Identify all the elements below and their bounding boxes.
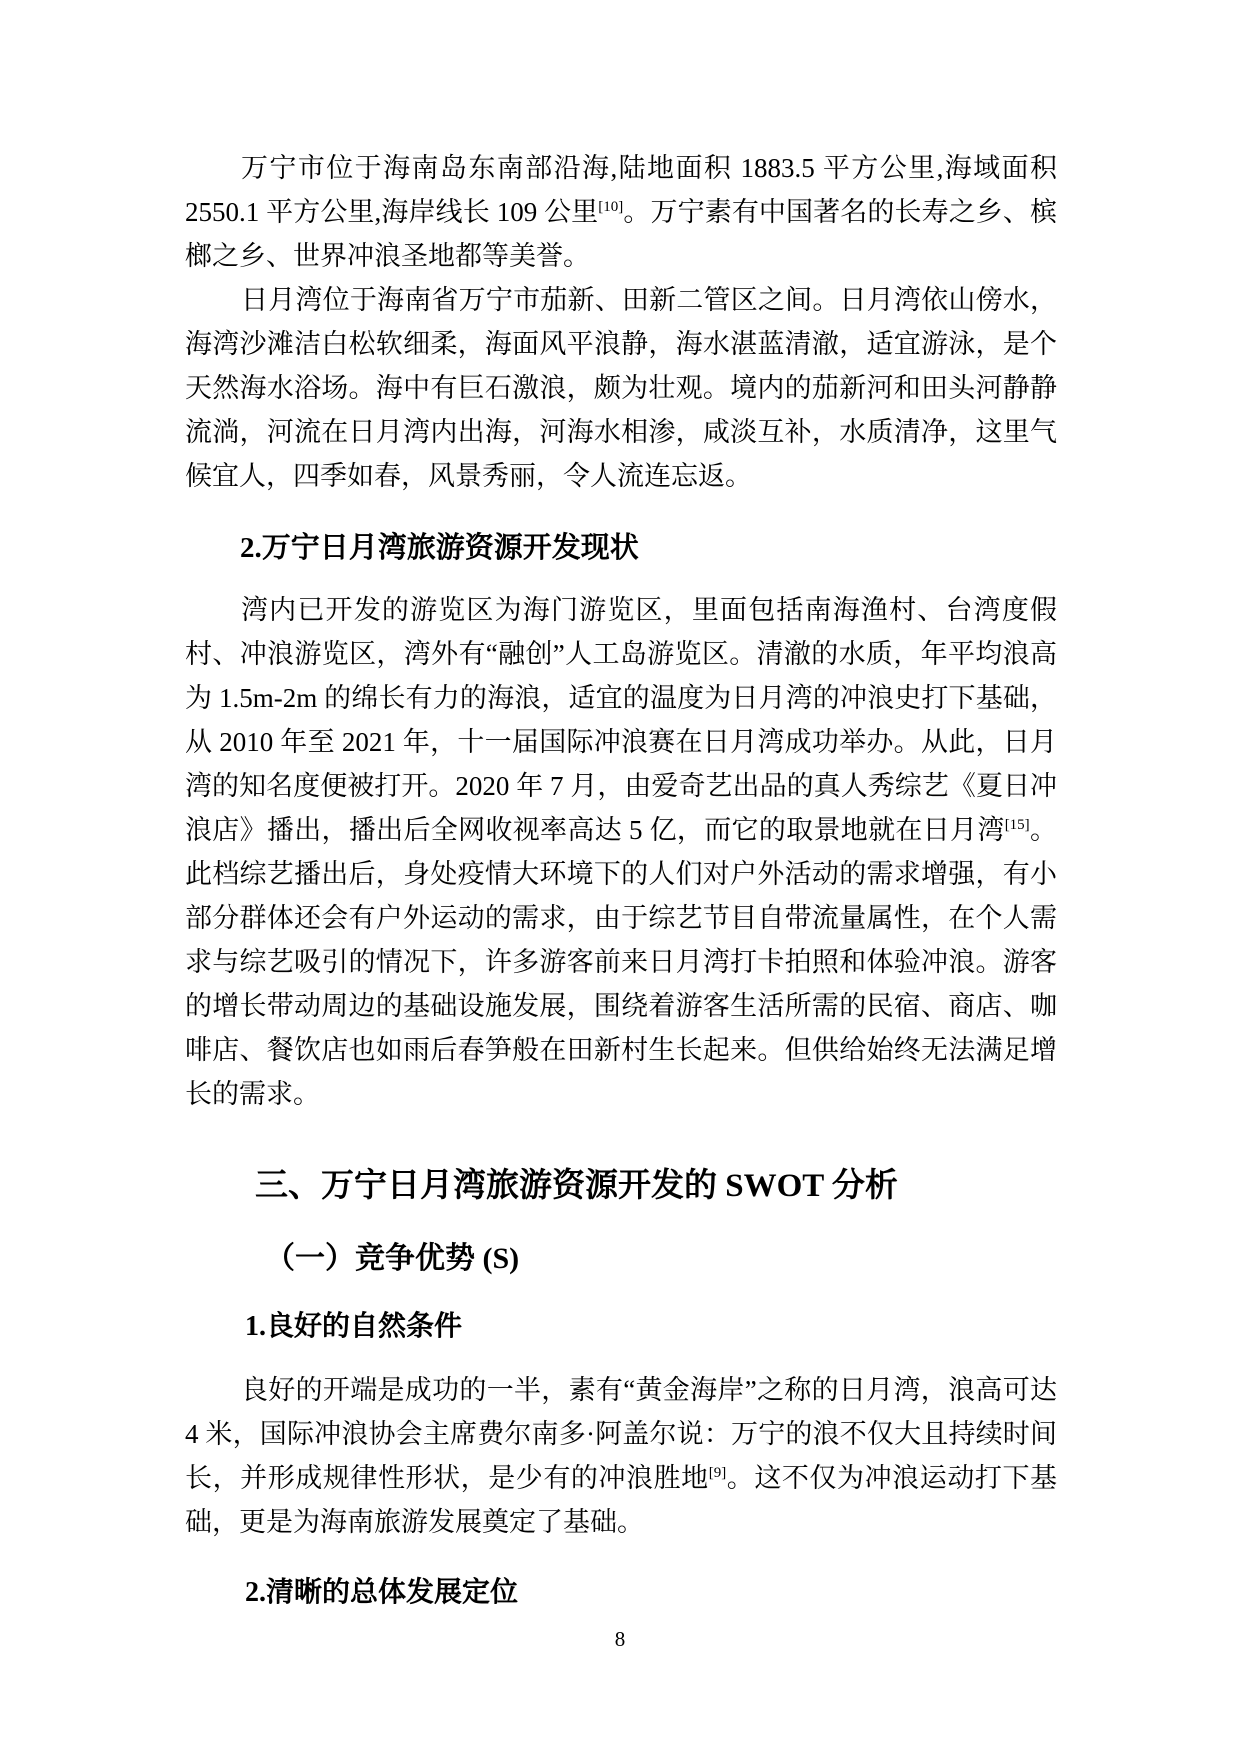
citation-superscript: [10] bbox=[598, 199, 624, 215]
paragraph-wanning-intro: 万宁市位于海南岛东南部沿海,陆地面积 1883.5 平方公里,海域面积 2550.1 平方公里,海岸线长 109 公里[10]。万宁素有中国著名的长寿之乡、槟榔之乡、世界冲浪圣地都等美誉。 bbox=[185, 153, 1058, 271]
citation-superscript: [15] bbox=[1004, 817, 1030, 833]
heading-development-positioning: 2.清晰的总体发展定位 bbox=[245, 1577, 519, 1608]
heading-development-status: 2.万宁日月湾旅游资源开发现状 bbox=[240, 532, 639, 564]
page-content bbox=[185, 146, 1057, 1634]
citation-superscript: [9] bbox=[708, 1465, 727, 1481]
paragraph-riyuewan-intro: 日月湾位于海南省万宁市茄新、田新二管区之间。日月湾依山傍水，海湾沙滩洁白松软细柔，海面风平浪静，海水湛蓝清澈，适宜游泳，是个天然海水浴场。海中有巨石激浪，颇为壮观。境内的茄新河和田头河静静流淌，河流在日月湾内出海，河海水相渗，咸淡互补，水质清净，这里气候宜人，四季如春，风景秀丽，令人流连忘返。 bbox=[185, 285, 1057, 491]
paragraph-development-status: 湾内已开发的游览区为海门游览区，里面包括南海渔村、台湾度假村、冲浪游览区，湾外有“融创”人工岛游览区。清澈的水质，年平均浪高为 1.5m-2m 的绵长有力的海浪，适宜的温度为日月湾的冲浪史打下基础，从 2010 年至 2021 年，十一届国际冲浪赛在日月湾成功举办。从此，日月湾的知名度便被打开。2020 年 7 月，由爱奇艺出品的真人秀综艺《夏日冲浪店》播出，播出后全网收视率高达 5 亿，而它的取景地就在日月湾[15]。此档综艺播出后，身处疫情大环境下的人们对户外活动的需求增强，有小部分群体还会有户外运动的需求，由于综艺节目自带流量属性，在个人需求与综艺吸引的情况下，许多游客前来日月湾打卡拍照和体验冲浪。游客的增长带动周边的基础设施发展，围绕着游客生活所需的民宿、商店、咖啡店、餐饮店也如雨后春笋般在田新村生长起来。但供给始终无法满足增长的需求。 bbox=[185, 595, 1057, 1109]
page-number: 8 bbox=[614, 1627, 626, 1651]
paragraph-natural-conditions: 良好的开端是成功的一半，素有“黄金海岸”之称的日月湾，浪高可达 4 米，国际冲浪协会主席费尔南多·阿盖尔说：万宁的浪不仅大且持续时间长，并形成规律性形状，是少有的冲浪胜地[9]。这不仅为冲浪运动打下基础，更是为海南旅游发展奠定了基础。 bbox=[185, 1375, 1058, 1537]
heading-swot-analysis: 三、万宁日月湾旅游资源开发的 SWOT 分析 bbox=[255, 1168, 898, 1204]
heading-competitive-advantage: （一）竞争优势 (S) bbox=[265, 1242, 520, 1275]
heading-natural-conditions: 1.良好的自然条件 bbox=[245, 1311, 463, 1342]
